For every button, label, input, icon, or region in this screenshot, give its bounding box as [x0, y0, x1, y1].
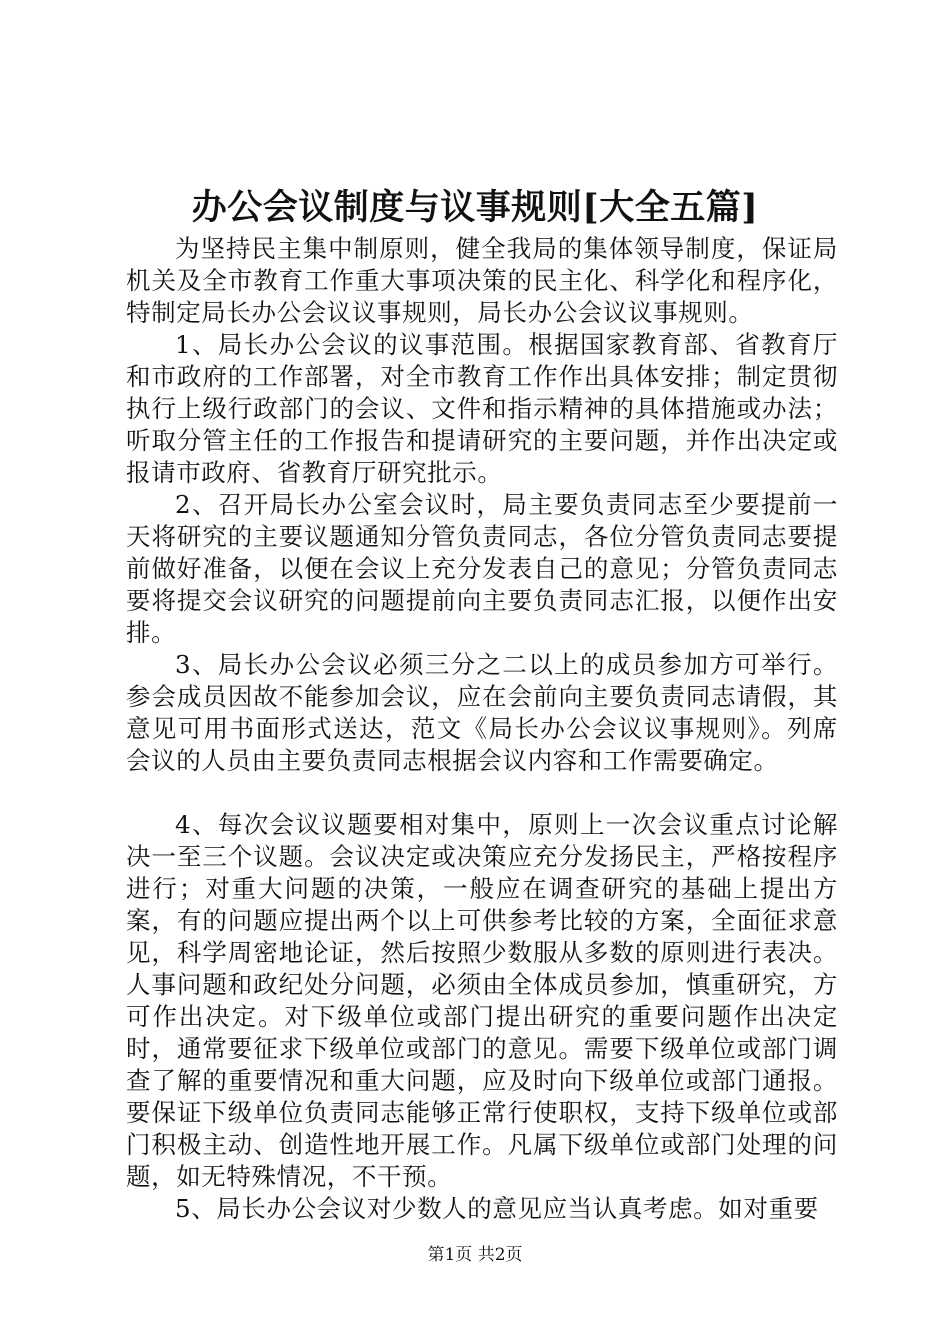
rule-1-paragraph: 1、局长办公会议的议事范围。根据国家教育部、省教育厅和市政府的工作部署，对全市教育工作作出具体安排；制定贯彻执行上级行政部门的会议、文件和指示精神的具体措施或办法；听取分管主任的工作报告和提请研究的主要问题，并作出决定或报请市政府、省教育厅研究批示。	[126, 330, 838, 487]
document-body	[126, 233, 838, 1225]
rule-4-paragraph: 4、每次会议议题要相对集中，原则上一次会议重点讨论解决一至三个议题。会议决定或决策应充分发扬民主，严格按程序进行；对重大问题的决策，一般应在调查研究的基础上提出方案，有的问题应提出两个以上可供参考比较的方案，全面征求意见，科学周密地论证，然后按照少数服从多数的原则进行表决。人事问题和政纪处分问题，必须由全体成员参加，慎重研究，方可作出决定。对下级单位或部门提出研究的重要问题作出决定时，通常要征求下级单位或部门的意见。需要下级单位或部门调查了解的重要情况和重大问题，应及时向下级单位或部门通报。要保证下级单位负责同志能够正常行使职权，支持下级单位或部门积极主动、创造性地开展工作。凡属下级单位或部门处理的问题，如无特殊情况，不干预。	[126, 810, 838, 1191]
page-number-footer: 第1页 共2页	[427, 1245, 523, 1265]
rule-5-paragraph: 5、局长办公会议对少数人的意见应当认真考虑。如对重要	[175, 1194, 819, 1223]
rule-3-paragraph: 3、局长办公会议必须三分之二以上的成员参加方可举行。参会成员因故不能参加会议，应在会前向主要负责同志请假，其意见可用书面形式送达，范文《局长办公会议议事规则》。列席会议的人员由主要负责同志根据会议内容和工作需要确定。	[126, 650, 838, 775]
document-title: 办公会议制度与议事规则[大全五篇]	[191, 187, 759, 228]
intro-paragraph: 为坚持民主集中制原则，健全我局的集体领导制度，保证局机关及全市教育工作重大事项决策的民主化、科学化和程序化，特制定局长办公会议议事规则，局长办公会议议事规则。	[126, 234, 838, 327]
rule-2-paragraph: 2、召开局长办公室会议时，局主要负责同志至少要提前一天将研究的主要议题通知分管负责同志，各位分管负责同志要提前做好准备，以便在会议上充分发表自己的意见；分管负责同志要将提交会议研究的问题提前向主要负责同志汇报，以便作出安排。	[126, 490, 838, 647]
